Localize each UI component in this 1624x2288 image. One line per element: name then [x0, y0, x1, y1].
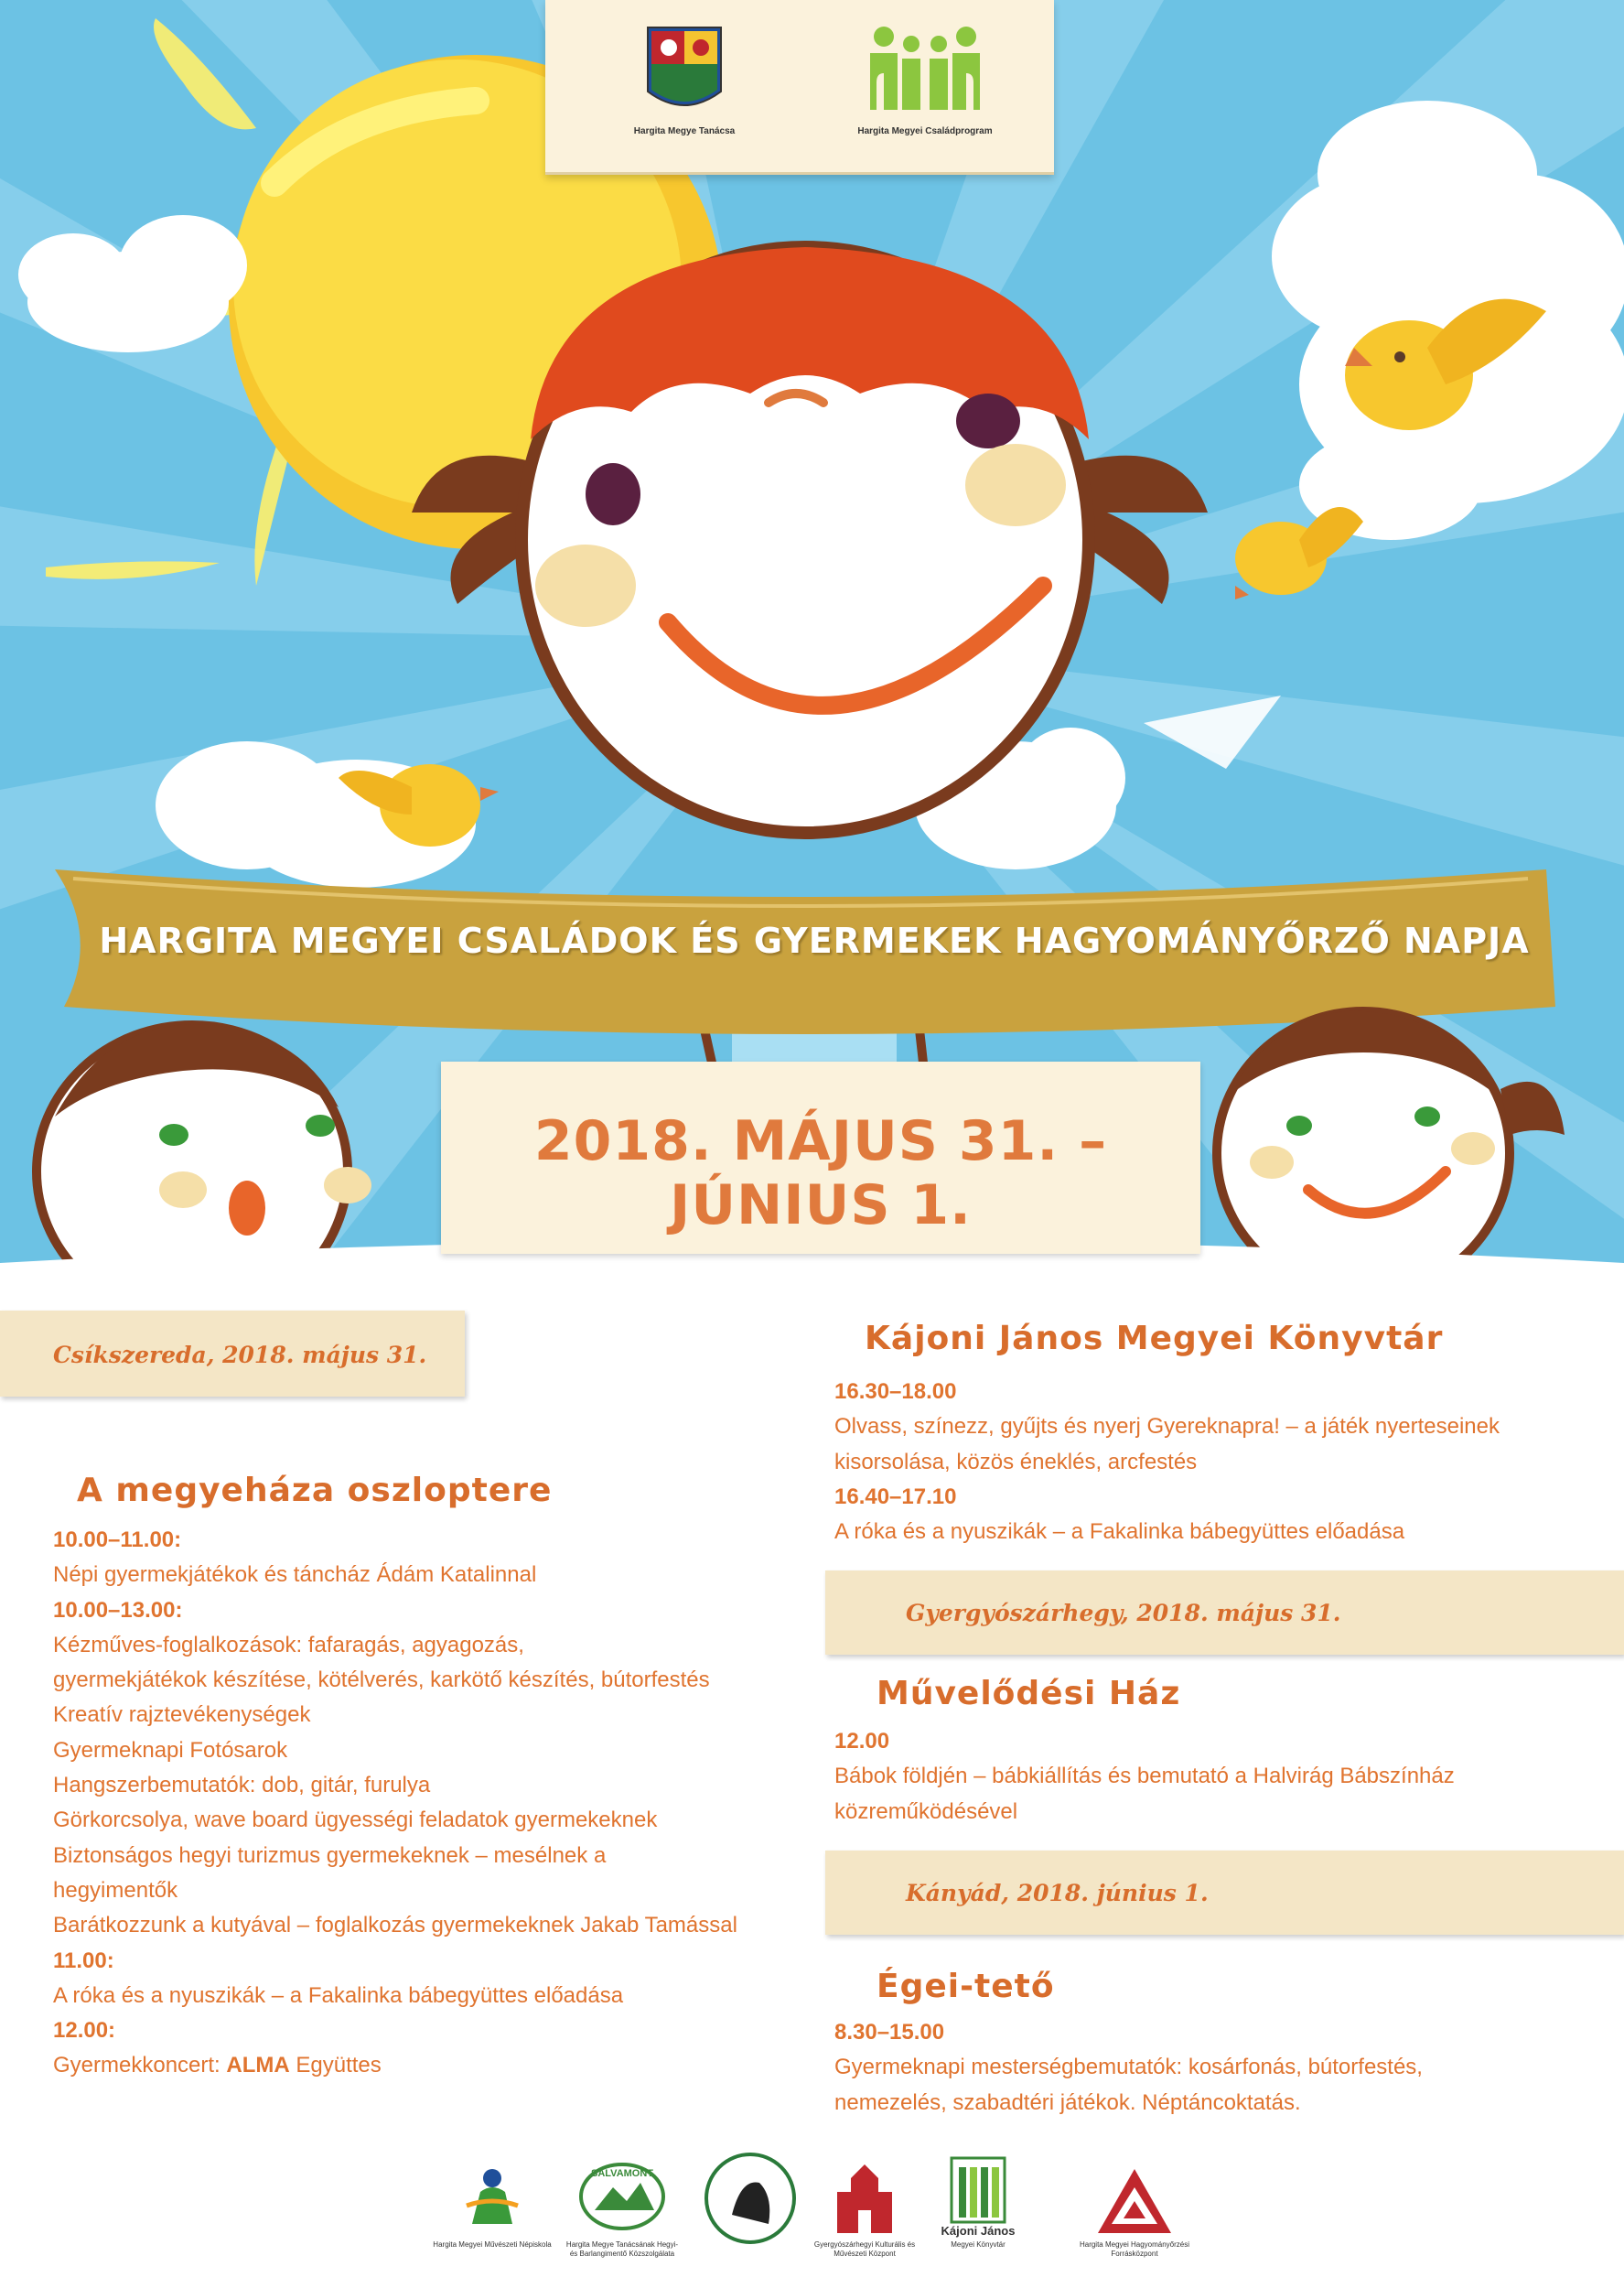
dog-club-logo-icon: [706, 2154, 794, 2242]
program-item: Bábok földjén – bábkiállítás és bemutató a Halvirág Bábszínház: [834, 1764, 1455, 1789]
family-caption: Hargita Megyei Családprogram: [857, 126, 993, 136]
program-item: kisorsolása, közös éneklés, arcfestés: [834, 1449, 1198, 1474]
program-item: A róka és a nyuszikák – a Fakalinka bábegyüttes előadása: [834, 1519, 1405, 1545]
program-item: gyermekjátékok készítése, kötélverés, karkötő készítés, bútorfestés: [53, 1667, 710, 1693]
program-item: Kézműves-foglalkozások: fafaragás, agyagozás,: [53, 1632, 524, 1657]
place-tab-label-3: Kányád, 2018. június 1.: [906, 1880, 1209, 1906]
program-item: hegyimentők: [53, 1877, 178, 1903]
family-icon: [870, 27, 980, 110]
program-time: 11.00:: [53, 1948, 114, 1973]
program-time: 8.30–15.00: [834, 2020, 945, 2045]
girl-face: [522, 247, 1089, 833]
library-label: Kájoni János: [941, 2224, 1016, 2238]
program-item: Kreatív rajztevékenységek: [53, 1702, 311, 1728]
crest-icon: [648, 27, 721, 105]
sponsor-caption: Hargita Megyei Művészeti Népiskola: [433, 2240, 552, 2249]
program-item: közreműködésével: [834, 1798, 1018, 1824]
header-logo-panel: [545, 0, 1054, 175]
sponsor-caption: Hargita Megye Tanácsának Hegyi- és Barlangimentő Közszolgálata: [565, 2240, 679, 2258]
program-list-left: [53, 1523, 803, 2084]
place-tab-label: Csíkszereda, 2018. május 31.: [53, 1342, 427, 1368]
program-list-right-2: [834, 1724, 1585, 1829]
program-item: nemezelés, szabadtéri játékok. Néptáncoktatás.: [834, 2089, 1301, 2115]
salvamont-label: SALVAMONT: [590, 2168, 654, 2179]
salvamont-logo-icon: [581, 2164, 663, 2229]
event-title: HARGITA MEGYEI CSALÁDOK ÉS GYERMEKEK HAGYOMÁNYŐRZŐ NAPJA: [99, 921, 1530, 961]
program-time: 12.00:: [53, 2018, 116, 2044]
program-item: Biztonságos hegyi turizmus gyermekeknek – mesélnek a: [53, 1842, 607, 1868]
program-item: Olvass, színezz, gyűjts és nyerj Gyereknapra! – a játék nyerteseinek: [834, 1414, 1500, 1440]
program-item: Gyermeknapi Fotósarok: [53, 1737, 288, 1763]
sponsor-caption: Megyei Könyvtár: [951, 2240, 1006, 2249]
program-item: A róka és a nyuszikák – a Fakalinka bábegyüttes előadása: [53, 1982, 624, 2008]
library-logo-icon: [941, 2158, 1016, 2238]
header-logos: [545, 0, 1054, 172]
program-item: Barátkozzunk a kutyával – foglalkozás gyermekeknek Jakab Tamással: [53, 1913, 737, 1938]
sponsor-logos: [0, 2142, 1624, 2288]
dancers-logo-icon: [467, 2169, 518, 2224]
program-time: 10.00–13.00:: [53, 1597, 183, 1623]
place-tab-label-2: Gyergyószárhegy, 2018. május 31.: [906, 1600, 1341, 1626]
program-item-concert: [53, 2048, 803, 2083]
pattern-logo-icon: [1098, 2169, 1171, 2233]
crest-caption: Hargita Megye Tanácsa: [633, 126, 736, 136]
program-item: Népi gyermekjátékok és táncház Ádám Katalinnal: [53, 1562, 537, 1588]
sponsor-caption: Gyergyószárhegyi Kulturális és Művészeti Központ: [813, 2240, 916, 2258]
program-time: 12.00: [834, 1729, 890, 1754]
venue-megyehaza: A megyeháza oszloptere: [77, 1472, 553, 1509]
program-item: Hangszerbemutatók: dob, gitár, furulya: [53, 1773, 431, 1798]
concert-suffix: Együttes: [289, 2053, 382, 2078]
castle-logo-icon: [837, 2164, 892, 2233]
program-item: Görkorcsolya, wave board ügyességi feladatok gyermekeknek: [53, 1808, 658, 1833]
concert-band: ALMA: [226, 2053, 290, 2078]
program-time: 10.00–11.00:: [53, 1527, 182, 1552]
sponsor-caption: Hargita Megyei Hagyományőrzési Forrásközpont: [1079, 2240, 1190, 2258]
program-time: 16.40–17.10: [834, 1484, 957, 1509]
program-time: 16.30–18.00: [834, 1379, 957, 1404]
program-item: Gyermeknapi mesterségbemutatók: kosárfonás, bútorfestés,: [834, 2055, 1423, 2080]
program-list-right-1: [834, 1375, 1585, 1549]
program-list-right-3: [834, 2015, 1585, 2121]
concert-prefix: Gyermekkoncert:: [53, 2053, 227, 2078]
event-date: 2018. MÁJUS 31. – JÚNIUS 1.: [533, 1109, 1108, 1237]
venue-konyvtar: Kájoni János Megyei Könyvtár: [865, 1320, 1444, 1357]
venue-egei-teto: Égei-tető: [877, 1968, 1055, 2005]
venue-muvelodesi-haz: Művelődési Ház: [877, 1675, 1181, 1712]
